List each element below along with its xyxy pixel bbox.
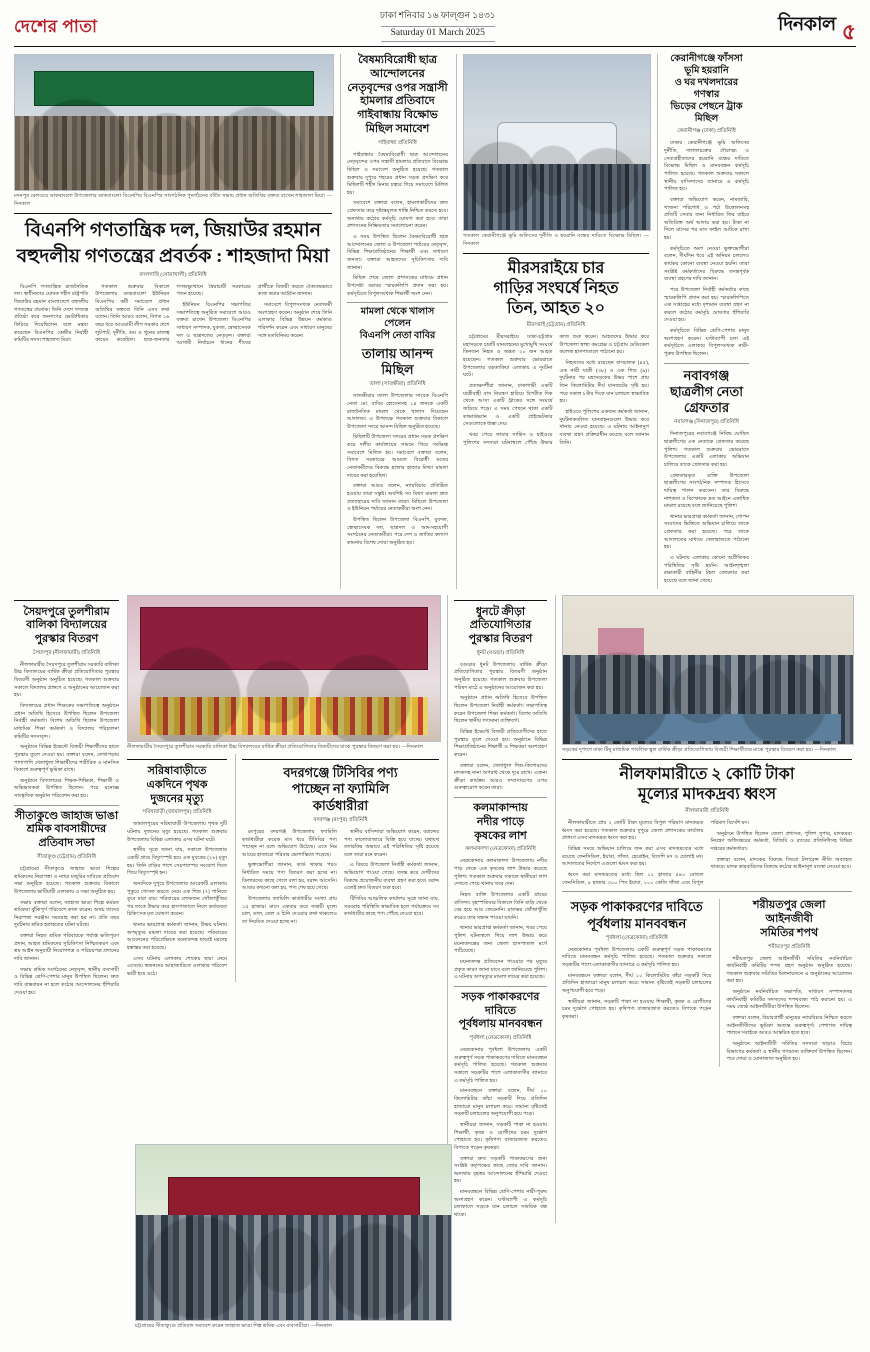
keraniganj-rally-photo <box>463 54 651 231</box>
mirsarai-photo-caption: গতকাল কেরানীগঞ্জে ভূমি অফিসের দুর্নীতি ও হয়রানি বন্ধের দাবিতে বিক্ষোভ মিছিল। —দিনকাল <box>463 233 649 247</box>
nilphamari-headline-line1: নীলফামারীতে ২ কোটি টাকা <box>619 766 795 784</box>
column-shariatpur <box>719 899 852 1067</box>
top-band <box>14 54 856 588</box>
nawabganj-headline-line1: নবাবগঞ্জ <box>683 367 730 383</box>
mirsarai-body: চট্টগ্রামের মীরসরাইয়ে ঢাকা-চট্টগ্রাম মহাসড়কে চারটি যানবাহনের মুখোমুখি সংঘর্ষে তিনজন নিহত ও অন্তত ২০ জন আহত হয়েছেন। গতকাল শুক্রবার ভোররাতে উপজেলার বড়তাকিয়া এলাকায় এ দুর্ঘটনা ঘটে। প্রত্যক্ষদর্শীরা জানান, ঢাকাগামী একটি যাত্রীবাহী বাস নিয়ন্ত্রণ হারিয়ে বিপরীত দিক থেকে আসা একটি ট্রাকের সঙ্গে সংঘর্ষে জড়িয়ে পড়ে। এ সময় পেছনে থাকা একটি কাভার্ডভ্যান ও একটি প্রাইভেটকার সেগুলোকে ধাক্কা দেয়। খবর পেয়ে ফায়ার সার্ভিস ও হাইওয়ে পুলিশের সদস্যরা ঘটনাস্থলে পৌঁছে উদ্ধার কাজ শুরু করেন। আহতদের উদ্ধার করে উপজেলা স্বাস্থ্য কমপ্লেক্স ও চট্টগ্রাম মেডিকেল কলেজ হাসপাতালে পাঠানো হয়। নিহতদের মধ্যে রয়েছেন বাসচালক (৪৫), এক নারী যাত্রী (৩৮) ও এক শিশু (৯)। দুর্ঘটনার পর মহাসড়কের উভয় পাশে প্রায় তিন কিলোমিটার দীর্ঘ যানজটের সৃষ্টি হয়। পরে সকাল ৮টার দিকে যান চলাচল স্বাভাবিক হয়। হাইওয়ে পুলিশের একজন কর্মকর্তা জানান, দুর্ঘটনাকবলিত যানবাহনগুলো উদ্ধার করে থানায় নেওয়া হয়েছে। এ ঘটনায় আইনানুগ ব্যবস্থা গ্রহণ প্রক্রিয়াধীন রয়েছে বলে জানান তিনি। <box>463 334 649 446</box>
purbadhala-body-dup: নেত্রকোনার পূর্বধলা উপজেলায় একটি গুরুত্বপূর্ণ সড়ক পাকাকরণের দাবিতে মানববন্ধন কর্মসূচি পালিত হয়েছে। গতকাল শুক্রবার সকালে সড়কটির পাশে এলাকাবাসীর ব্যানারে এ কর্মসূচি পালিত হয়। মানববন্ধনে বক্তারা বলেন, দীর্ঘ ১০ কিলোমিটার কাঁচা সড়কটি দিয়ে প্রতিদিন হাজারো মানুষ চলাচল করে। সামান্য বৃষ্টিতেই সড়কটি চলাচলের অনুপযোগী হয়ে পড়ে। স্থানীয়রা জানান, সড়কটি পাকা না হওয়ায় শিক্ষার্থী, কৃষক ও রোগীদের চরম দুর্ভোগ পোহাতে হয়। কৃষিপণ্য বাজারজাত করতেও বিপাকে পড়েন কৃষকরা। <box>562 946 712 1020</box>
nilphamari-byline: নীলফামারী প্রতিনিধি <box>685 808 729 815</box>
shariatpur-body: শরীয়তপুর জেলা আইনজীবী সমিতির নবনির্বাচিত কার্যনির্বাহী কমিটির শপথ গ্রহণ অনুষ্ঠান অনুষ্ঠিত হয়েছে। গতকাল শুক্রবার সমিতির মিলনায়তনে এ অনুষ্ঠানের আয়োজন করা হয়। অনুষ্ঠানে নবনির্বাচিত সভাপতি, সাধারণ সম্পাদকসহ কার্যনির্বাহী কমিটির সদস্যদের শপথবাক্য পাঠ করানো হয়। এ সময় জ্যেষ্ঠ আইনজীবীরা উপস্থিত ছিলেন। বক্তারা বলেন, বিচারপ্রার্থী মানুষের ন্যায়বিচার নিশ্চিত করতে আইনজীবীদের ভূমিকা অত্যন্ত গুরুত্বপূর্ণ। পেশাগত দায়িত্ব পালনে সবাইকে আরও আন্তরিক হতে হবে। অনুষ্ঠানে আইনজীবী সমিতির সদস্যরা ছাড়াও বিচার বিভাগের কর্মকর্তা ও স্থানীয় গণ্যমান্য ব্যক্তিবর্গ উপস্থিত ছিলেন। পরে দোয়া ও মোনাজাত অনুষ্ঠিত হয়। <box>726 955 852 1063</box>
shariatpur-headline-line1: শরীয়তপুর জেলা <box>753 899 826 912</box>
badarganj-byline: বদরগঞ্জ (রংপুর) প্রতিনিধি <box>313 816 368 823</box>
column-purbadhala-dup <box>562 899 711 1067</box>
date-bengali: ঢাকা শনিবার ১৬ ফাল্গুন ১৪৩১ <box>379 10 496 20</box>
mirsarai-headline-line3: তিন, আহত ২০ <box>506 300 605 318</box>
tala-body: সাতক্ষীরার তালা উপজেলার সাবেক বিএনপি নেতা মো. বাবির হোসেনসহ ১৪ জনকে একটি রাজনৈতিক মামলা থেকে খালাস দিয়েছেন আদালত। এ উপলক্ষে গতকাল শুক্রবার বিকালে উপজেলা সদরে আনন্দ মিছিল অনুষ্ঠিত হয়েছে। মিছিলটি উপজেলা সদরের প্রধান সড়ক প্রদক্ষিণ করে দলীয় কার্যালয়ের সামনে গিয়ে সংক্ষিপ্ত সমাবেশে মিলিত হয়। সমাবেশে বক্তারা বলেন, বিগত সরকারের আমলে বিরোধী মতের নেতাকর্মীদের বিরুদ্ধে হাজার হাজার মিথ্যা মামলা দায়ের করা হয়েছিল। বক্তারা আরও বলেন, ন্যায়বিচার প্রতিষ্ঠিত হওয়ায় তারা সন্তুষ্ট। অবশিষ্ট সব মিথ্যা মামলা দ্রুত প্রত্যাহারের দাবি জানান তারা। মিছিলে উপজেলা ও ইউনিয়ন পর্যায়ের নেতাকর্মীরা অংশ নেন। উপস্থিত ছিলেন উপজেলা বিএনপি, যুবদল, স্বেচ্ছাসেবক দল, ছাত্রদল ও অঙ্গ-সহযোগী সংগঠনের নেতাকর্মীরা। পরে দেশ ও জাতির কল্যাণ কামনায় বিশেষ দোয়া অনুষ্ঠিত হয়। <box>347 393 448 546</box>
purbadhala-headline-dup-line1: সড়ক পাকাকরণের দাবিতে <box>570 899 703 915</box>
bnp-headline-line2: বহুদলীয় গণতন্ত্রের প্রবর্তক : শাহজাদা মিয়া <box>16 245 330 267</box>
syedpur-award-photo <box>127 595 441 742</box>
nawabganj-headline-line3: গ্রেফতার <box>683 400 730 416</box>
tala-headline-line1: তালায় আনন্দ <box>361 345 434 361</box>
purbadhala-headline-line1: সড়ক পাকাকরণের দাবিতে <box>461 990 540 1017</box>
syedpur-byline: সৈয়দপুর (নীলফামারী) প্রতিনিধি <box>33 649 100 656</box>
keraniganj-body: ঢাকার কেরানীগঞ্জে ভূমি অফিসের দুর্নীতি, দালালচক্রের দৌরাত্ম্য ও সেবাগ্রহীতাদের হয়রানি বন্ধের দাবিতে বিক্ষোভ মিছিল ও মানববন্ধন কর্মসূচি পালিত হয়েছে। গতকাল শুক্রবার সকালে স্থানীয় বাসিন্দাদের ব্যানারে এ কর্মসূচি পালিত হয়। বক্তারা অভিযোগ করেন, নামজারি, খাজনা পরিশোধ ও পর্চা উত্তোলনসহ প্রতিটি সেবার জন্য নির্ধারিত ফির বাইরে অতিরিক্ত অর্থ আদায় করা হয়। টাকা না দিলে মাসের পর মাস ফাইল আটকে রাখা হয়। কর্মসূচিতে অংশ নেওয়া ভুক্তভোগীরা বলেন, দীর্ঘদিন ধরে এই অনিয়ম চললেও কার্যকর কোনো ব্যবস্থা নেওয়া হয়নি। তারা সংশ্লিষ্ট কর্মকর্তাদের বিরুদ্ধে তদন্তপূর্বক ব্যবস্থা গ্রহণের দাবি জানান। পরে উপজেলা নির্বাহী কর্মকর্তার কাছে স্মারকলিপি প্রদান করা হয়। স্মারকলিপিতে এক সপ্তাহের মধ্যে দৃশ্যমান ব্যবস্থা গ্রহণ না করলে কঠোর কর্মসূচি ঘোষণার হুঁশিয়ারি দেওয়া হয়। কর্মসূচিতে বিভিন্ন শ্রেণি-পেশার মানুষ অংশগ্রহণ করেন। ঘণ্টাব্যাপী চলা এই কর্মসূচিতে এলাকার বিপুলসংখ্যক নারী-পুরুষ উপস্থিত ছিলেন। <box>664 140 749 358</box>
badarganj-headline-line1: বদরগঞ্জে টিসিবির পণ্য <box>283 765 398 781</box>
sarishabari-headline-line3: দুজনের মৃত্যু <box>150 792 204 805</box>
page-number: ৫ <box>841 19 856 45</box>
nilphamari-photo-caption: সড়কের দুপাশে ঢাকা টিনু মাধ্যমিক পাবলিক স্কুল বার্ষিক ক্রীড়া প্রতিযোগিতায় বিজয়ী শিক্ষার্থীদের মাঝে পুরস্কার বিতরণ করা হয়। —দিনকাল <box>562 746 837 753</box>
nawabganj-headline-line2: ছাত্রলীগ নেতা <box>670 383 743 399</box>
mirsarai-byline: মীরসরাই (চট্টগ্রাম) প্রতিনিধি <box>526 322 586 329</box>
column-sarishabari <box>127 754 227 981</box>
syedpur-body: নীলফামারীর সৈয়দপুরে তুলশীরাম সরকারি বালিকা উচ্চ বিদ্যালয়ের বার্ষিক ক্রীড়া প্রতিযোগিতার পুরস্কার বিতরণী অনুষ্ঠান অনুষ্ঠিত হয়েছে। গতকাল শুক্রবার সকালে বিদ্যালয় প্রাঙ্গণে এ অনুষ্ঠানের আয়োজন করা হয়। বিদ্যালয়ের প্রধান শিক্ষকের সভাপতিত্বে অনুষ্ঠানে প্রধান অতিথি হিসেবে উপস্থিত ছিলেন উপজেলা নির্বাহী কর্মকর্তা। বিশেষ অতিথি ছিলেন উপজেলা মাধ্যমিক শিক্ষা কর্মকর্তা ও বিদ্যালয় পরিচালনা কমিটির সদস্যবৃন্দ। অনুষ্ঠানে বিভিন্ন ইভেন্টে বিজয়ী শিক্ষার্থীদের হাতে পুরস্কার তুলে দেওয়া হয়। বক্তারা বলেন, লেখাপড়ার পাশাপাশি খেলাধুলা শিক্ষার্থীদের শারীরিক ও মানসিক বিকাশে গুরুত্বপূর্ণ ভূমিকা রাখে। অনুষ্ঠানে বিদ্যালয়ের শিক্ষক-শিক্ষিকা, শিক্ষার্থী ও অভিভাবকরা উপস্থিত ছিলেন। পরে মনোজ্ঞ সাংস্কৃতিক অনুষ্ঠান পরিবেশন করা হয়। <box>14 661 119 800</box>
masthead <box>14 10 856 47</box>
bnp-headline-line1: বিএনপি গণতান্ত্রিক দল, জিয়াউর রহমান <box>25 220 321 242</box>
kolmakanda-headline-line2: নদীর পাড়ে <box>476 815 525 828</box>
tala-byline: তালা (সাতক্ষীরা) প্রতিনিধি <box>369 381 426 388</box>
shariatpur-headline-line2: আইনজীবী <box>765 913 813 925</box>
bottom-photo-caption: চট্টগ্রামের সীতাকুণ্ডে প্রতিবাদ সমাবেশ করেন জাহাজ ভাঙা শিল্প শ্রমিক এবং ব্যবসায়ীরা। —দিনকাল <box>135 1323 333 1330</box>
sitakunda-body: চট্টগ্রামের সীতাকুণ্ডে জাহাজ ভাঙা শিল্পের শ্রমিকদের নিরাপত্তা ও ন্যায্য মজুরির দাবিতে প্রতিবাদ সভা অনুষ্ঠিত হয়েছে। গতকাল শুক্রবার বিকালে উপজেলার ভাটিয়ারী এলাকায় এ সভা অনুষ্ঠিত হয়। সভায় বক্তারা বলেন, জাহাজ ভাঙা শিল্পে কর্মরত শ্রমিকরা ঝুঁকিপূর্ণ পরিবেশে কাজ করেন। অথচ তাদের নিরাপত্তা সরঞ্জাম সরবরাহ করা হয় না। প্রতি বছর দুর্ঘটনায় শ্রমিক হতাহতের ঘটনা ঘটছে। বক্তারা নিহত শ্রমিক পরিবারকে পর্যাপ্ত ক্ষতিপূরণ প্রদান, আহত শ্রমিকদের সুচিকিৎসা নিশ্চিতকরণ এবং শ্রম আইন অনুযায়ী নিয়োগপত্র ও পরিচয়পত্র প্রদানের দাবি জানান। সভায় শ্রমিক সংগঠনের নেতৃবৃন্দ, স্থানীয় ব্যবসায়ী ও বিভিন্ন শ্রেণি-পেশার মানুষ উপস্থিত ছিলেন। দ্রুত দাবি বাস্তবায়ন না হলে কঠোর আন্দোলনের হুঁশিয়ারি দেওয়া হয়। <box>14 865 119 996</box>
gaibandha-byline: গাইবান্ধা প্রতিনিধি <box>378 139 417 146</box>
nilphamari-headline-line2: মূল্যের মাদকদ্রব্য ধ্বংস <box>637 786 777 804</box>
sarishabari-byline: সরিষাবাড়ী (জামালপুর) প্রতিনিধি <box>142 809 212 816</box>
paper-logo: দিনকাল <box>778 14 836 36</box>
kolmakanda-body: নেত্রকোনার কলমাকান্দা উপজেলায় নদীর পাড় থেকে এক কৃষকের লাশ উদ্ধার করেছে পুলিশ। গতকাল শুক্রবার সকালে স্থানীয়রা লাশ দেখতে পেয়ে থানায় খবর দেন। নিহত ব্যক্তি উপজেলার একটি গ্রামের বাসিন্দা। বৃহস্পতিবার বিকালে তিনি বাড়ি থেকে বের হয়ে আর ফেরেননি। রাতভর খোঁজাখুঁজি করেও তার সন্ধান পাওয়া যায়নি। থানার ভারপ্রাপ্ত কর্মকর্তা জানান, খবর পেয়ে পুলিশ ঘটনাস্থলে গিয়ে লাশ উদ্ধার করে ময়নাতদন্তের জন্য জেলা হাসপাতাল মর্গে পাঠিয়েছে। ময়নাতদন্ত প্রতিবেদন পাওয়ার পর মৃত্যুর প্রকৃত কারণ জানা যাবে বলে জানিয়েছে পুলিশ। এ ঘটনায় অপমৃত্যুর মামলা দায়ের করা হয়েছে। <box>454 858 547 981</box>
shariatpur-byline: শরীয়তপুর প্রতিনিধি <box>768 943 811 950</box>
middle-band <box>14 595 856 1223</box>
nilphamari-body: নীলফামারীতে প্রায় ২ কোটি টাকা মূল্যের বিপুল পরিমাণ মাদকদ্রব্য ধ্বংস করা হয়েছে। গতকাল শুক্রবার দুপুরে জেলা প্রশাসকের কার্যালয় প্রাঙ্গণে এসব মাদকদ্রব্য ধ্বংস করা হয়। বিভিন্ন সময়ে অভিযান চালিয়ে জব্দ করা এসব মাদকদ্রব্যের মধ্যে রয়েছে ফেনসিডিল, ইয়াবা, গাঁজা, হেরোইন, বিদেশি মদ ও চোলাই মদ। আদালতের নির্দেশে এগুলো ধ্বংস করা হয়। ধ্বংস করা মাদকদ্রব্যের মধ্যে ছিল ১২ হাজার ৫৪০ বোতল ফেনসিডিল, ৯ হাজার ৩০০ পিস ইয়াবা, ১০০ কেজি গাঁজা এবং বিপুল পরিমাণ বিদেশি মদ। অনুষ্ঠানে উপস্থিত ছিলেন জেলা প্রশাসক, পুলিশ সুপার, মাদকদ্রব্য নিয়ন্ত্রণ অধিদপ্তরের কর্মকর্তা, বিজিবি ও র‍্যাবের প্রতিনিধিসহ বিভিন্ন দপ্তরের কর্মকর্তারা। বক্তারা বলেন, মাদকের বিরুদ্ধে জিরো টলারেন্স নীতি অব্যাহত থাকবে। মাদক কারবারিদের বিরুদ্ধে কঠোর আইনানুগ ব্যবস্থা নেওয়া হবে। <box>562 820 852 886</box>
column-three <box>456 54 649 588</box>
shariatpur-headline-line3: সমিতির শপথ <box>760 926 819 939</box>
sitakunda-byline: সীতাকুণ্ড (চট্টগ্রাম) প্রতিনিধি <box>36 853 97 860</box>
column-syedpur <box>14 595 119 1223</box>
gaibandha-headline: বৈষম্যবিরোধী ছাত্র আন্দোলনের নেতৃবৃন্দের ওপর সন্ত্রাসী হামলার প্রতিবাদে গাইবান্ধায় বিক্ষোভ মিছিল সমাবেশ <box>347 54 448 135</box>
bnp-photo-caption: মদনপুর রেলওয়ে ডাকবাংলো উপজেলার ডাকবাংলো বিএনপির বিএনপির সাংগঠনিক পুনর্গঠনের বর্ধিত সভায় প্রধান অতিথির বক্তব্য রাখেন শাহজাদা মিয়া। —দিনকাল <box>14 193 332 207</box>
section-label: দেশের পাতা <box>14 17 98 37</box>
logo-block <box>778 10 856 45</box>
column-two <box>340 54 448 588</box>
syedpur-headline-line2: বালিকা বিদ্যালয়ের <box>26 619 107 632</box>
sarishabari-headline-line1: সরিষাবাড়ীতে <box>147 765 207 778</box>
badarganj-body: রংপুরের বদরগঞ্জ উপজেলায় ফ্যামিলি কার্ডধারীরা কয়েক মাস ধরে টিসিবির পণ্য পাচ্ছেন না বলে অভিযোগ উঠেছে। এতে নিম্ন আয়ের হাজারো পরিবার ভোগান্তিতে পড়েছে। ভুক্তভোগীরা জানান, কার্ড থাকার পরও নির্ধারিত সময়ে পণ্য বিতরণ করা হচ্ছে না। ডিলারদের কাছে গেলে বলা হয়, বরাদ্দ আসেনি। আবার কখনো বলা হয়, পণ্য শেষ হয়ে গেছে। উপজেলায় ফ্যামিলি কার্ডধারীর সংখ্যা প্রায় ১৫ হাজার। মাসে একবার করে সাশ্রয়ী মূল্যে চাল, ডাল, তেল ও চিনি দেওয়ার কথা থাকলেও তা নিয়মিত দেওয়া হচ্ছে না। স্থানীয় বাসিন্দারা অভিযোগ করেন, বরাদ্দের পণ্য কালোবাজারে বিক্রি হয়ে যাচ্ছে। যথাযথ তদারকির অভাবে এই পরিস্থিতির সৃষ্টি হয়েছে বলে তারা মনে করেন। এ বিষয়ে উপজেলা নির্বাহী কর্মকর্তা জানান, অভিযোগ পাওয়া গেছে। তদন্ত করে দোষীদের বিরুদ্ধে প্রয়োজনীয় ব্যবস্থা গ্রহণ করা হবে। বরাদ্দ এলেই দ্রুত বিতরণ শুরু হবে। টিসিবির আঞ্চলিক কার্যালয় সূত্রে জানা যায়, সরবরাহ পরিস্থিতি স্বাভাবিক হলে পর্যায়ক্রমে সব কার্ডধারীর কাছে পণ্য পৌঁছে দেওয়া হবে। <box>242 828 439 925</box>
column-badarganj <box>235 754 439 981</box>
bnp-meeting-photo <box>14 54 334 191</box>
purbadhala-byline-dup: পূর্বধলা (নেত্রকোনা) প্রতিনিধি <box>605 934 668 941</box>
badarganj-headline-line2: পাচ্ছেন না ফ্যামিলি <box>291 781 390 797</box>
purbadhala-headline-dup-line2: পূর্বধলায় মানববন্ধন <box>587 915 687 931</box>
keraniganj-headline-line2: ও ঘর দখলদারের গণস্বার <box>674 77 739 100</box>
tala-headline-line2: মিছিল <box>381 362 414 378</box>
tala-kicker-line1: মামলা থেকে খালাস পেলেন <box>360 307 435 330</box>
dhunat-body: বগুড়ার ধুনট উপজেলায় বার্ষিক ক্রীড়া প্রতিযোগিতার পুরস্কার বিতরণী অনুষ্ঠান অনুষ্ঠিত হয়েছে। গতকাল শুক্রবার উপজেলা পরিষদ মাঠে এ অনুষ্ঠানের আয়োজন করা হয়। অনুষ্ঠানে প্রধান অতিথি হিসেবে উপস্থিত ছিলেন উপজেলা নির্বাহী কর্মকর্তা। সভাপতিত্ব করেন উপজেলা শিক্ষা কর্মকর্তা। বিশেষ অতিথি ছিলেন স্থানীয় গণ্যমান্য ব্যক্তিবর্গ। বিভিন্ন ইভেন্টে বিজয়ী প্রতিযোগীদের হাতে পুরস্কার তুলে দেওয়া হয়। অনুষ্ঠানে বিভিন্ন শিক্ষাপ্রতিষ্ঠানের শিক্ষার্থী ও শিক্ষকরা অংশগ্রহণ করেন। বক্তারা বলেন, খেলাধুলা শিশু-কিশোরদের মাদকসহ নানা অপরাধ থেকে দূরে রাখে। এজন্য ক্রীড়া কার্যক্রম আরও সম্প্রসারণের ওপর গুরুত্বারোপ করেন তারা। <box>454 661 547 792</box>
sitakunda-headline-line2: শ্রমিক বাবসায়ীদের <box>26 823 107 836</box>
column-four <box>657 54 749 588</box>
keraniganj-headline-line3: ভিড়ের পেছনে ট্রাক মিছিল <box>670 101 743 124</box>
mirsarai-headline-line2: গাড়ির সংঘর্ষে নিহত <box>493 280 619 298</box>
sarishabari-body: জামালপুরের সরিষাবাড়ী উপজেলায় পৃথক দুটি ঘটনায় দুজনের মৃত্যু হয়েছে। গতকাল শুক্রবার উপজেলার বিভিন্ন এলাকায় এসব ঘটনা ঘটে। স্থানীয় সূত্রে জানা যায়, সকালে উপজেলার একটি গ্রামে বিদ্যুৎস্পৃষ্ট হয়ে এক যুবকের (২৮) মৃত্যু হয়। তিনি বাড়ির পাশে সেচপাম্পের সংযোগ দিতে গিয়ে বিদ্যুৎস্পৃষ্ট হন। অন্যদিকে দুপুরে উপজেলার আরেকটি এলাকায় পুকুরে গোসল করতে নেমে এক শিশু (৭) পানিতে ডুবে মারা যায়। পরিবারের লোকজন খোঁজাখুঁজির পর তাকে উদ্ধার করে হাসপাতালে নিলে কর্তব্যরত চিকিৎসক মৃত ঘোষণা করেন। থানার ভারপ্রাপ্ত কর্মকর্তা জানান, উভয় ঘটনায় অপমৃত্যুর মামলা দায়ের করা হয়েছে। পরিবারের আবেদনের পরিপ্রেক্ষিতে ময়নাতদন্ত ছাড়াই মরদেহ হস্তান্তর করা হয়েছে। এসব ঘটনায় এলাকায় শোকের ছায়া নেমে এসেছে। স্বজনদের আহাজারিতে এলাকার পরিবেশ ভারী হয়ে ওঠে। <box>127 821 227 977</box>
keraniganj-headline-line1: কেরানীগঞ্জে ফাঁসসা ভূমি হয়রানি <box>670 54 743 76</box>
dhunat-headline-line2: প্রতিযোগিতার <box>469 619 532 632</box>
date-block <box>97 10 778 42</box>
date-english: Saturday 01 March 2025 <box>381 26 495 42</box>
syedpur-photo-caption: নীলফামারীর সৈয়দপুরে তুলশীরাম সরকারি বালিকা উচ্চ বিদ্যালয়ের বার্ষিক ক্রীড়া প্রতিযোগিতার বিজয়ীদের মাঝে পুরস্কার বিতরণ করা হয়। —দিনকাল <box>127 743 423 750</box>
sitakunda-headline-line3: প্রতিবাদ সভা <box>38 837 95 850</box>
gaibandha-body: গাইবান্ধায় বৈষম্যবিরোধী ছাত্র আন্দোলনের নেতৃবৃন্দের ওপর সন্ত্রাসী হামলার প্রতিবাদে বিক্ষোভ মিছিল ও সমাবেশ অনুষ্ঠিত হয়েছে। গতকাল শুক্রবার দুপুরে শহরের প্রধান সড়ক প্রদক্ষিণ করে মিছিলটি শহীদ মিনার চত্বরে গিয়ে সমাবেশে মিলিত হয়। সমাবেশে বক্তারা বলেন, হামলাকারীদের দ্রুত গ্রেফতার করে দৃষ্টান্তমূলক শাস্তি নিশ্চিত করতে হবে। অন্যথায় কঠোর কর্মসূচি ঘোষণা করা হবে। তারা প্রশাসনের নিষ্ক্রিয়তার সমালোচনা করেন। এ সময় উপস্থিত ছিলেন বৈষম্যবিরোধী ছাত্র আন্দোলনের জেলা ও উপজেলা পর্যায়ের নেতৃবৃন্দ, বিভিন্ন শিক্ষাপ্রতিষ্ঠানের শিক্ষার্থী এবং সাধারণ জনতা। বক্তারা আহতদের সুচিকিৎসার দাবি জানান। মিছিল শেষে জেলা প্রশাসকের মাধ্যমে প্রধান উপদেষ্টা বরাবর স্মারকলিপি প্রদান করা হয়। কর্মসূচিতে বিপুলসংখ্যক শিক্ষার্থী অংশ নেন। <box>347 151 448 297</box>
mirsarai-headline-line1: মীরসরাইয়ে চার <box>507 260 605 278</box>
dhunat-headline-line1: ধুনটে ক্রীড়া <box>475 605 526 618</box>
bnp-byline: বদলগাছি (নোয়াখালী) প্রতিনিধি <box>139 271 207 278</box>
sitakunda-headline-line1: সীতাকুণ্ডে জাহাজ ভাঙা <box>14 809 119 822</box>
kolmakanda-headline-line1: কলমাকান্দায় <box>473 802 528 815</box>
column-one <box>14 54 332 588</box>
dhunat-byline: ধুনট (বগুড়া) প্রতিনিধি <box>476 649 525 656</box>
tala-kicker-line2: বিএনপি নেতা বাবির <box>359 330 436 341</box>
kolmakanda-headline-line3: কৃষকের লাশ <box>474 829 527 842</box>
sarishabari-headline-line2: একদিনে পৃথক <box>146 778 208 791</box>
syedpur-headline-line3: পুরস্কার বিতরণ <box>34 633 99 646</box>
column-award-photo <box>127 595 439 1223</box>
kolmakanda-byline: কলমাকান্দা (নেত্রকোনা) প্রতিনিধি <box>465 846 536 853</box>
keraniganj-byline: কেরানীগঞ্জ (ঢাকা) প্রতিনিধি <box>677 128 736 135</box>
column-nilphamari <box>555 595 852 1223</box>
nawabganj-byline: নবাবগঞ্জ (দিনাজপুর) প্রতিনিধি <box>674 419 739 426</box>
purbadhala-body: নেত্রকোনার পূর্বধলা উপজেলায় একটি গুরুত্বপূর্ণ সড়ক পাকাকরণের দাবিতে মানববন্ধন কর্মসূচি পালিত হয়েছে। গতকাল শুক্রবার সকালে সড়কটির পাশে এলাকাবাসীর ব্যানারে এ কর্মসূচি পালিত হয়। মানববন্ধনে বক্তারা বলেন, দীর্ঘ ১০ কিলোমিটার কাঁচা সড়কটি দিয়ে প্রতিদিন হাজারো মানুষ চলাচল করে। সামান্য বৃষ্টিতেই সড়কটি চলাচলের অনুপযোগী হয়ে পড়ে। স্থানীয়রা জানান, সড়কটি পাকা না হওয়ায় শিক্ষার্থী, কৃষক ও রোগীদের চরম দুর্ভোগ পোহাতে হয়। কৃষিপণ্য বাজারজাত করতেও বিপাকে পড়েন কৃষকরা। বক্তারা দ্রুত সড়কটি পাকাকরণের জন্য সংশ্লিষ্ট কর্তৃপক্ষের কাছে জোর দাবি জানান। অন্যথায় বৃহত্তর আন্দোলনের হুঁশিয়ারি দেওয়া হয়। মানববন্ধনে বিভিন্ন শ্রেণি-পেশার নারী-পুরুষ অংশগ্রহণ করেন। ঘণ্টাব্যাপী এ কর্মসূচি চলাকালে সড়কে যান চলাচল সাময়িক বন্ধ থাকে। <box>454 1047 547 1219</box>
nawabganj-body: দিনাজপুরের নবাবগঞ্জে নিষিদ্ধ ঘোষিত ছাত্রলীগের এক নেতাকে গ্রেফতার করেছে পুলিশ। গতকাল শুক্রবার ভোররাতে উপজেলার একটি এলাকায় অভিযান চালিয়ে তাকে গ্রেফতার করা হয়। গ্রেফতারকৃত ব্যক্তি উপজেলা ছাত্রলীগের সাংগঠনিক সম্পাদক হিসেবে দায়িত্ব পালন করতেন। তার বিরুদ্ধে নাশকতা ও বিস্ফোরক দ্রব্য আইনে একাধিক মামলা রয়েছে বলে জানিয়েছে পুলিশ। থানার ভারপ্রাপ্ত কর্মকর্তা জানান, গোপন সংবাদের ভিত্তিতে অভিযান চালিয়ে তাকে গ্রেফতার করা হয়েছে। পরে তাকে আদালতের মাধ্যমে জেলহাজতে পাঠানো হয়। এ ঘটনায় এলাকায় কোনো অপ্রীতিকর পরিস্থিতির সৃষ্টি হয়নি। আইনশৃঙ্খলা রক্ষাকারী বাহিনীর টহল জোরদার করা হয়েছে বলে জানা গেছে। <box>664 431 749 584</box>
purbadhala-byline: পূর্বধলা (নেত্রকোনা) প্রতিনিধি <box>469 1035 532 1042</box>
sitakunda-protest-photo <box>135 1144 452 1321</box>
badarganj-headline-line3: কার্ডধারীরা <box>312 797 369 813</box>
bottom-photo-block <box>135 1144 450 1334</box>
syedpur-headline-line1: সৈয়দপুরে তুলশীরাম <box>23 605 110 618</box>
bnp-body: বিএনপি গণতান্ত্রিক রাজনৈতিক দল। স্বাধীনতার ঘোষক শহীদ রাষ্ট্রপতি জিয়াউর রহমান বাংলাদেশে বহুদলীয় গণতন্ত্রের প্রবর্তক। তিনি দেশে গণতন্ত্র প্রতিষ্ঠা করে জনগণের ভোটাধিকার ফিরিয়ে দিয়েছিলেন বলে মন্তব্য করেছেন বিএনপির কেন্দ্রীয় নির্বাহী কমিটির সদস্য শাহজাদা মিয়া। গতকাল শুক্রবার বিকালে উপজেলার ডাকবাংলো ইউনিয়ন বিএনপির কর্মী সমাবেশে প্রধান অতিথির বক্তব্যে তিনি এসব কথা বলেন। তিনি আরও বলেন, বিগত ১৬ বছর ধরে আওয়ামী লীগ সরকার দেশে লুটপাট, দুর্নীতি, গুম ও খুনের রাজত্ব কায়েম করেছিল। ছাত্র-জনতার গণঅভ্যুত্থানে স্বৈরাচারী সরকারের পতন হয়েছে। ইউনিয়ন বিএনপির সভাপতির সভাপতিত্বে অনুষ্ঠিত সমাবেশে আরও বক্তব্য রাখেন উপজেলা বিএনপির সাধারণ সম্পাদক, যুবদল, স্বেচ্ছাসেবক দল ও ছাত্রদলের নেতৃবৃন্দ। বক্তারা আগামী নির্বাচনে ধানের শীষের প্রার্থীকে বিজয়ী করতে ঐক্যবদ্ধভাবে কাজ করার আহ্বান জানান। সমাবেশে বিপুলসংখ্যক নেতাকর্মী অংশগ্রহণ করেন। অনুষ্ঠান শেষে তিনি এলাকার বিভিন্ন উন্নয়ন কর্মকাণ্ড পরিদর্শন করেন এবং সাধারণ মানুষের সঙ্গে মতবিনিময় করেন। <box>14 283 332 347</box>
column-dhunat <box>447 595 547 1223</box>
dhunat-headline-line3: পুরস্কার বিতরণ <box>468 633 533 646</box>
nilphamari-prize-photo <box>562 595 854 745</box>
purbadhala-headline-line2: পূর্বধলায় মানববন্ধন <box>458 1018 543 1031</box>
